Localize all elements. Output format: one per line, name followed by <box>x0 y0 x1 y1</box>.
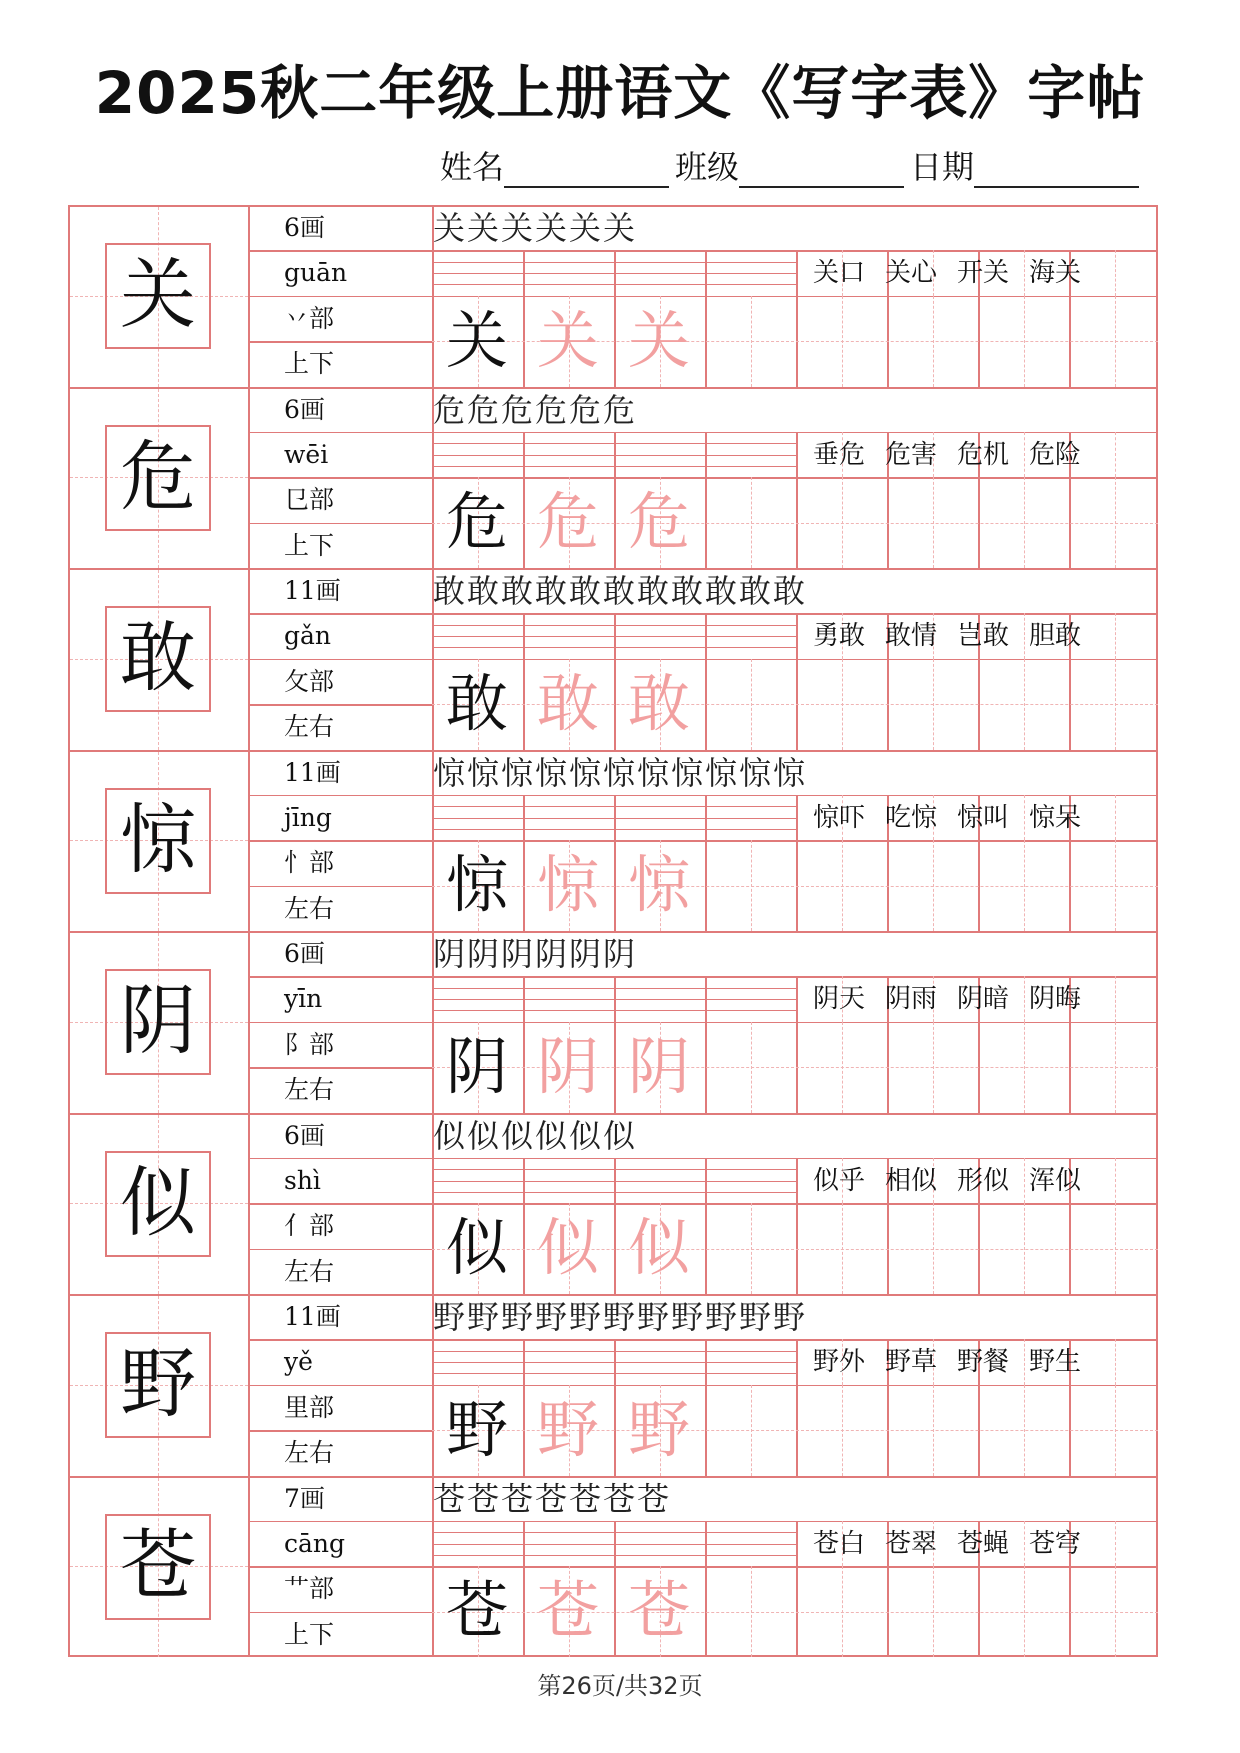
blank-practice-cell[interactable] <box>796 1022 887 1113</box>
practice-line <box>432 976 1158 978</box>
trace-char: 惊 <box>627 848 690 922</box>
big-char: 关 <box>120 250 196 339</box>
vocabulary-word: 浑似 <box>1029 1165 1082 1196</box>
vocabulary-word: 苍穹 <box>1029 1528 1082 1559</box>
page-title: 2025秋二年级上册语文《写字表》字帖 <box>94 59 1146 127</box>
name-blank[interactable] <box>504 152 669 188</box>
strokes-count-text: 6画 <box>284 939 325 968</box>
char-entry <box>68 931 1158 1113</box>
blank-practice-cell[interactable] <box>978 1203 1069 1294</box>
info-radical <box>268 659 428 704</box>
pinyin-text: wēi <box>284 439 329 469</box>
blank-practice-cell[interactable] <box>887 1385 978 1476</box>
guide-line <box>1115 250 1116 295</box>
structure-text: 左右 <box>284 1438 335 1468</box>
big-char: 阴 <box>120 976 196 1065</box>
info-radical <box>268 840 428 885</box>
vocabulary-word: 危险 <box>1029 439 1082 470</box>
practice-line <box>432 1339 1158 1341</box>
strokes-count-text: 7画 <box>284 1483 325 1513</box>
strokes-count-text: 6画 <box>284 1120 325 1150</box>
blank-practice-cell[interactable] <box>887 840 978 931</box>
radical-text: 艹部 <box>284 1574 335 1604</box>
strokes-count-text: 11画 <box>284 576 341 605</box>
model-char: 危 <box>445 485 508 559</box>
student-info-line <box>440 146 1145 188</box>
model-char: 敢 <box>445 666 508 740</box>
radical-text: 丷部 <box>284 303 335 333</box>
model-char: 关 <box>445 303 508 377</box>
structure-text: 上下 <box>284 1619 335 1649</box>
vocabulary-word: 阴雨 <box>885 984 938 1014</box>
strokes-count-text: 11画 <box>284 1302 341 1331</box>
info-pinyin <box>268 976 428 1021</box>
structure-text: 上下 <box>284 530 335 560</box>
stroke-order: 敢敢敢敢敢敢敢敢敢敢敢 <box>433 572 808 610</box>
blank-practice-cell[interactable] <box>978 840 1069 931</box>
big-char: 似 <box>120 1157 196 1247</box>
guide-line <box>1115 432 1116 477</box>
info-strokes-count <box>268 1113 428 1158</box>
info-strokes-count <box>268 205 428 250</box>
vocabulary-words <box>813 798 1101 838</box>
blank-practice-cell[interactable] <box>978 1022 1069 1113</box>
stroke-order: 似似似似似似 <box>433 1116 638 1155</box>
info-strokes-count <box>268 750 428 795</box>
trace-char: 敢 <box>627 666 690 740</box>
vocabulary-word: 敢情 <box>885 621 938 651</box>
info-pinyin <box>268 1521 428 1566</box>
radical-text: 阝部 <box>284 1029 335 1059</box>
blank-practice-cell[interactable] <box>796 1566 887 1657</box>
vocabulary-word: 阴暗 <box>957 984 1010 1014</box>
trace-char: 似 <box>627 1211 690 1285</box>
strokes-count-text: 6画 <box>284 213 325 242</box>
radical-text: 亻部 <box>284 1211 335 1241</box>
class-label: 班级 <box>675 148 740 186</box>
info-strokes-count <box>268 1294 428 1339</box>
blank-practice-cell[interactable] <box>705 1203 796 1294</box>
info-pinyin <box>268 1339 428 1384</box>
info-radical <box>268 477 428 522</box>
vocabulary-word: 野餐 <box>957 1347 1010 1377</box>
date-blank[interactable] <box>974 152 1139 188</box>
trace-char: 阴 <box>627 1029 690 1103</box>
radical-text: 忄部 <box>284 848 335 878</box>
trace-char: 惊 <box>536 848 599 922</box>
vocabulary-words <box>813 1342 1101 1382</box>
vocabulary-word: 苍翠 <box>885 1528 938 1559</box>
info-pinyin <box>268 432 428 477</box>
vocabulary-word: 野外 <box>813 1347 866 1377</box>
structure-text: 左右 <box>284 712 335 742</box>
trace-char: 野 <box>536 1392 599 1466</box>
char-entry <box>68 1294 1158 1476</box>
vocabulary-word: 似乎 <box>813 1165 866 1196</box>
blank-practice-cell[interactable] <box>978 296 1069 387</box>
info-radical <box>268 1022 428 1067</box>
info-structure <box>268 523 428 568</box>
structure-text: 左右 <box>284 893 335 923</box>
blank-practice-cell[interactable] <box>978 659 1069 750</box>
guide-line <box>1115 795 1116 840</box>
blank-practice-cell[interactable] <box>1069 840 1160 931</box>
big-char: 危 <box>120 431 196 521</box>
vocabulary-word: 垂危 <box>813 439 866 470</box>
char-entry <box>68 568 1158 750</box>
guide-line <box>1115 1339 1116 1384</box>
stroke-order: 关关关关关关 <box>433 209 638 247</box>
guide-line <box>1115 1521 1116 1566</box>
blank-practice-cell[interactable] <box>978 1566 1069 1657</box>
model-char: 似 <box>445 1211 508 1285</box>
practice-line <box>432 432 1158 434</box>
vocabulary-word: 相似 <box>885 1165 938 1196</box>
practice-line <box>432 795 1158 797</box>
blank-practice-cell[interactable] <box>796 1203 887 1294</box>
blank-practice-cell[interactable] <box>887 1203 978 1294</box>
vocabulary-word: 形似 <box>957 1165 1010 1196</box>
blank-practice-cell[interactable] <box>1069 1022 1160 1113</box>
blank-practice-cell[interactable] <box>1069 659 1160 750</box>
info-radical <box>268 1385 428 1430</box>
vocabulary-word: 开关 <box>957 258 1010 288</box>
pinyin-text: cāng <box>284 1528 346 1558</box>
blank-practice-cell[interactable] <box>796 1385 887 1476</box>
vocabulary-words <box>813 435 1101 475</box>
blank-practice-cell[interactable] <box>796 296 887 387</box>
trace-char: 危 <box>627 485 690 559</box>
vocabulary-word: 海关 <box>1029 258 1082 288</box>
blank-practice-cell[interactable] <box>978 477 1069 568</box>
structure-text: 左右 <box>284 1256 335 1286</box>
trace-char: 野 <box>627 1392 690 1466</box>
char-entry <box>68 1476 1158 1658</box>
char-entry <box>68 387 1158 569</box>
trace-char: 阴 <box>536 1029 599 1103</box>
blank-practice-cell[interactable] <box>887 1022 978 1113</box>
info-radical <box>268 1203 428 1248</box>
blank-practice-cell[interactable] <box>705 296 796 387</box>
info-radical <box>268 1566 428 1611</box>
char-entry <box>68 205 1158 387</box>
info-structure <box>268 1430 428 1475</box>
vocabulary-word: 吃惊 <box>885 802 938 833</box>
vocabulary-word: 苍蝇 <box>957 1528 1010 1559</box>
blank-practice-cell[interactable] <box>705 1022 796 1113</box>
practice-line <box>432 250 1158 252</box>
practice-line <box>432 1158 1158 1160</box>
model-char: 阴 <box>445 1029 508 1103</box>
info-pinyin <box>268 1158 428 1203</box>
info-structure <box>268 1249 428 1294</box>
info-strokes-count <box>268 931 428 976</box>
trace-char: 苍 <box>536 1574 599 1648</box>
info-pinyin <box>268 250 428 295</box>
practice-line <box>432 613 1158 615</box>
blank-practice-cell[interactable] <box>1069 1385 1160 1476</box>
info-structure <box>268 1612 428 1657</box>
vocabulary-word: 野生 <box>1029 1347 1082 1377</box>
vocabulary-word: 危害 <box>885 439 938 470</box>
pinyin-text: yīn <box>284 984 323 1014</box>
vocabulary-words <box>813 616 1101 656</box>
blank-practice-cell[interactable] <box>1069 296 1160 387</box>
info-pinyin <box>268 613 428 658</box>
stroke-order: 危危危危危危 <box>433 390 638 429</box>
blank-practice-cell[interactable] <box>1069 1566 1160 1657</box>
big-char: 苍 <box>120 1520 196 1610</box>
guide-line <box>1115 1158 1116 1203</box>
blank-practice-cell[interactable] <box>705 840 796 931</box>
trace-char: 敢 <box>536 666 599 740</box>
model-char: 惊 <box>445 848 508 922</box>
blank-practice-cell[interactable] <box>796 659 887 750</box>
vocabulary-word: 惊呆 <box>1029 802 1082 833</box>
big-char: 敢 <box>120 613 196 702</box>
trace-char: 危 <box>536 485 599 559</box>
structure-text: 左右 <box>284 1075 335 1105</box>
blank-practice-cell[interactable] <box>705 1385 796 1476</box>
info-pinyin <box>268 795 428 840</box>
class-blank[interactable] <box>739 152 904 188</box>
blank-practice-cell[interactable] <box>705 1566 796 1657</box>
vocabulary-word: 阴天 <box>813 984 866 1014</box>
practice-sheet <box>68 205 1158 1657</box>
char-entry <box>68 750 1158 932</box>
radical-text: 㔾部 <box>284 485 335 515</box>
vocabulary-words <box>813 1161 1101 1201</box>
blank-practice-cell[interactable] <box>887 477 978 568</box>
trace-char: 关 <box>536 303 599 377</box>
info-strokes-count <box>268 1476 428 1521</box>
blank-practice-cell[interactable] <box>705 477 796 568</box>
radical-text: 攵部 <box>284 666 335 696</box>
pinyin-text: shì <box>284 1165 321 1195</box>
structure-text: 上下 <box>284 349 335 379</box>
model-char: 野 <box>445 1392 508 1466</box>
vocabulary-word: 阴晦 <box>1029 984 1082 1014</box>
stroke-order: 苍苍苍苍苍苍苍 <box>433 1479 672 1518</box>
big-char: 惊 <box>120 794 196 884</box>
vocabulary-word: 关心 <box>885 258 938 288</box>
guide-line <box>1115 976 1116 1021</box>
vocabulary-words <box>813 1524 1101 1564</box>
page-number: 第26页/共32页 <box>537 1672 703 1700</box>
char-entry <box>68 1113 1158 1295</box>
strokes-count-text: 6画 <box>284 394 325 424</box>
blank-practice-cell[interactable] <box>796 477 887 568</box>
vocabulary-word: 惊叫 <box>957 802 1010 833</box>
info-strokes-count <box>268 387 428 432</box>
big-char: 野 <box>120 1339 196 1428</box>
blank-practice-cell[interactable] <box>1069 1203 1160 1294</box>
vocabulary-word: 胆敢 <box>1029 621 1082 651</box>
blank-practice-cell[interactable] <box>887 659 978 750</box>
pinyin-text: jīng <box>284 802 332 832</box>
vocabulary-word: 苍白 <box>813 1528 866 1559</box>
stroke-order: 阴阴阴阴阴阴 <box>433 935 638 973</box>
vocabulary-words <box>813 253 1101 293</box>
info-radical <box>268 296 428 341</box>
vocabulary-word: 野草 <box>885 1347 938 1377</box>
vocabulary-word: 关口 <box>813 258 866 288</box>
vocabulary-word: 勇敢 <box>813 621 866 651</box>
info-strokes-count <box>268 568 428 613</box>
vocabulary-word: 岂敢 <box>957 621 1010 651</box>
pinyin-text: yě <box>284 1347 313 1377</box>
blank-practice-cell[interactable] <box>1069 477 1160 568</box>
info-structure <box>268 886 428 931</box>
strokes-count-text: 11画 <box>284 757 341 787</box>
date-label: 日期 <box>910 148 975 186</box>
stroke-order: 野野野野野野野野野野野 <box>433 1298 808 1336</box>
blank-practice-cell[interactable] <box>705 659 796 750</box>
trace-char: 似 <box>536 1211 599 1285</box>
info-structure <box>268 704 428 749</box>
vocabulary-words <box>813 979 1101 1019</box>
info-structure <box>268 341 428 386</box>
blank-practice-cell[interactable] <box>887 296 978 387</box>
trace-char: 苍 <box>627 1574 690 1648</box>
practice-line <box>432 1521 1158 1523</box>
name-label: 姓名 <box>440 148 505 186</box>
vocabulary-word: 危机 <box>957 439 1010 470</box>
blank-practice-cell[interactable] <box>796 840 887 931</box>
vocabulary-word: 惊吓 <box>813 802 866 833</box>
blank-practice-cell[interactable] <box>887 1566 978 1657</box>
stroke-order: 惊惊惊惊惊惊惊惊惊惊惊 <box>433 753 808 792</box>
blank-practice-cell[interactable] <box>978 1385 1069 1476</box>
guide-line <box>1115 613 1116 658</box>
pinyin-text: guān <box>284 258 348 288</box>
info-structure <box>268 1067 428 1112</box>
model-char: 苍 <box>445 1574 508 1648</box>
radical-text: 里部 <box>284 1392 335 1422</box>
pinyin-text: gǎn <box>284 621 332 651</box>
trace-char: 关 <box>627 303 690 377</box>
